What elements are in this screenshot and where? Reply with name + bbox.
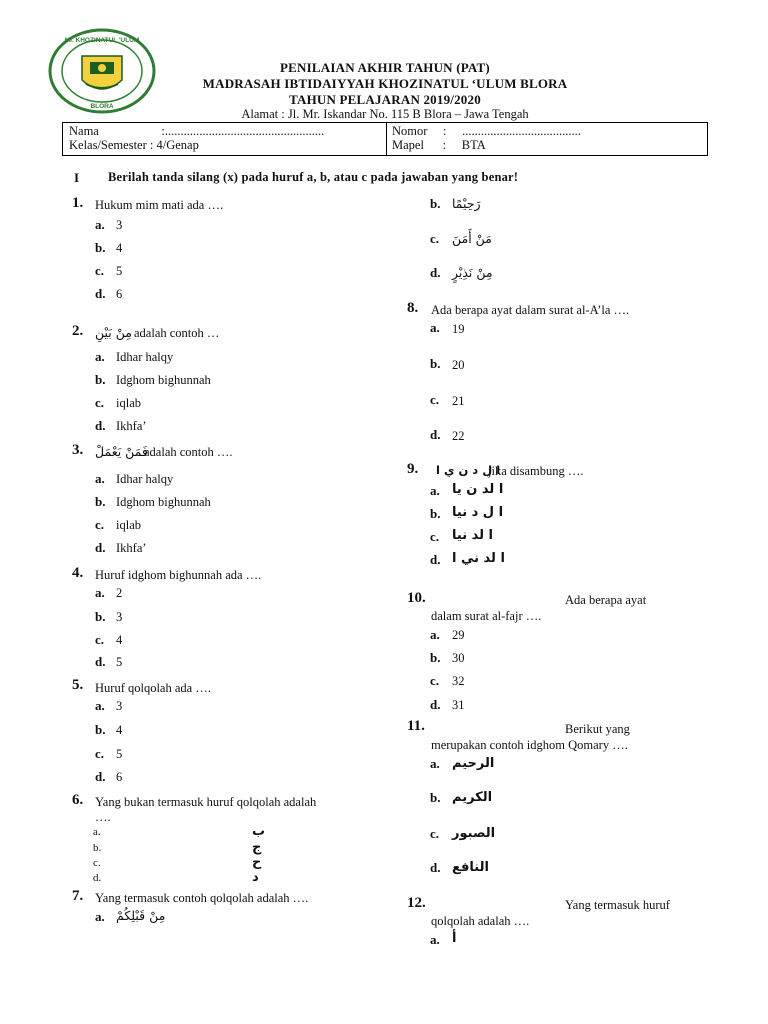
question-text: Huruf qolqolah ada …. [95,681,211,695]
option-text[interactable]: iqlab [116,396,141,410]
option-letter: b. [430,196,441,211]
option-arabic[interactable]: مِنْ قَبْلِكُمْ [116,908,166,923]
option-letter: c. [95,517,105,532]
option-text[interactable]: 19 [452,322,465,336]
option-letter: c. [430,826,440,841]
option-text[interactable]: Idhar halqy [116,472,174,486]
option-letter: d. [430,265,441,280]
option-letter: b. [95,609,106,624]
option-text[interactable]: 4 [116,723,123,737]
option-letter: a. [95,909,105,924]
option-letter: d. [430,860,441,875]
question-text-cont: merupakan contoh idghom Qomary …. [431,738,628,752]
option-letter: b. [430,650,441,665]
option-text[interactable]: 3 [116,218,123,232]
header-address: Alamat : Jl. Mr. Iskandar No. 115 B Blora – Jawa Tengah [241,107,529,121]
option-text[interactable]: 3 [116,610,123,624]
option-letter: d. [93,872,102,884]
option-letter: a. [95,217,105,232]
option-text[interactable]: 5 [116,655,123,669]
option-arabic[interactable]: ح [252,855,262,870]
option-letter: b. [430,790,441,805]
option-text[interactable]: 29 [452,628,465,642]
option-letter: b. [95,240,106,255]
question-text: adalah contoh … [134,326,220,340]
kelas-field: Kelas/Semester : 4/Genap [69,138,199,152]
option-arabic[interactable]: ب [252,824,266,839]
question-text: Hukum mim mati ada …. [95,198,224,212]
option-letter: a. [430,756,440,771]
option-letter: c. [95,395,105,410]
option-text[interactable]: 4 [116,633,123,647]
option-arabic[interactable]: الرحيم [452,756,495,771]
option-letter: b. [95,494,106,509]
option-letter: d. [95,418,106,433]
option-arabic[interactable]: الصبور [452,826,496,841]
question-number: 9. [407,461,419,477]
option-text[interactable]: Ikhfa’ [116,419,147,433]
mapel-field: Mapel : BTA [392,138,486,152]
nama-field: Nama :................................................... [69,124,325,138]
option-arabic[interactable]: ا لد نيا [452,528,493,543]
question-text: Berikut yang [565,722,630,736]
question-number: 8. [407,300,419,316]
option-arabic[interactable]: ا لد ني ا [452,551,505,566]
option-letter: c. [430,392,440,407]
option-letter: a. [95,471,105,486]
question-arabic: ا ل د ن ي ا [436,463,501,477]
logo-top-text: MI. KHOZINATUL 'ULUM [64,37,140,44]
school-logo [48,28,156,114]
option-letter: a. [95,585,105,600]
question-number: 11. [407,718,425,734]
question-number: 10. [407,590,426,606]
option-arabic[interactable]: ا لد ن يا [452,482,504,497]
option-arabic[interactable]: ا ل د نيا [452,505,504,520]
option-text[interactable]: 6 [116,287,123,301]
question-number: 7. [72,888,84,904]
section-number: I [74,170,80,185]
option-letter: a. [93,826,101,838]
option-text[interactable]: iqlab [116,518,141,532]
option-text[interactable]: Ikhfa’ [116,541,147,555]
question-number: 6. [72,792,84,808]
option-arabic[interactable]: الكريم [452,790,493,805]
question-text: jika disambung …. [488,464,584,478]
option-letter: b. [430,506,441,521]
question-number: 5. [72,677,84,693]
option-letter: a. [430,320,440,335]
option-text[interactable]: 32 [452,674,465,688]
option-letter: d. [95,540,106,555]
header-year: TAHUN PELAJARAN 2019/2020 [289,92,481,107]
question-number: 3. [72,442,84,458]
option-text[interactable]: Idghom bighunnah [116,495,211,509]
question-text-cont: …. [95,810,111,824]
option-text[interactable]: 30 [452,651,465,665]
question-text: Yang bukan termasuk huruf qolqolah adalah [95,795,317,809]
option-arabic[interactable]: مِنْ نَذِيْرٍ [452,265,493,280]
question-text: adalah contoh …. [144,445,233,459]
option-letter: c. [93,857,101,869]
question-number: 12. [407,895,426,911]
question-arabic: فَمَنْ يَعْمَلْ [95,444,148,459]
question-number: 4. [72,565,84,581]
header-school: MADRASAH IBTIDAIYYAH KHOZINATUL ‘ULUM BLORA [202,76,568,91]
option-letter: a. [430,483,440,498]
option-text[interactable]: 4 [116,241,123,255]
question-text-cont: qolqolah adalah …. [431,914,530,928]
option-arabic[interactable]: النافع [452,860,489,875]
option-arabic[interactable]: رَحِيْمًا [452,196,481,211]
question-text: Yang termasuk contoh qolqolah adalah …. [95,891,309,905]
option-text[interactable]: Idhar halqy [116,350,174,364]
option-arabic[interactable]: أ [452,931,457,946]
option-letter: b. [95,722,106,737]
header-title: PENILAIAN AKHIR TAHUN (PAT) [280,60,490,75]
option-letter: b. [430,356,441,371]
logo-bottom-text: BLORA [90,103,114,110]
option-text[interactable]: 2 [116,586,123,600]
option-letter: c. [430,231,440,246]
question-number: 2. [72,323,84,339]
option-letter: d. [430,427,441,442]
option-letter: a. [430,627,440,642]
option-text[interactable]: 5 [116,747,123,761]
question-text: Yang termasuk huruf [565,898,670,912]
option-letter: d. [95,654,106,669]
option-text[interactable]: 20 [452,358,465,372]
option-letter: d. [95,286,106,301]
option-text[interactable]: 22 [452,429,465,443]
nomor-field: Nomor : ...................................... [392,124,581,138]
option-letter: c. [95,746,105,761]
option-letter: c. [95,263,105,278]
option-text[interactable]: 5 [116,264,123,278]
option-letter: c. [430,673,440,688]
question-text: Ada berapa ayat [565,593,647,607]
option-letter: b. [95,372,106,387]
section-instruction: Berilah tanda silang (x) pada huruf a, b, atau c pada jawaban yang benar! [108,170,519,184]
question-text: Huruf idghom bighunnah ada …. [95,568,262,582]
option-text[interactable]: 21 [452,394,465,408]
option-text[interactable]: 6 [116,770,123,784]
option-arabic[interactable]: د [252,870,259,885]
question-text: Ada berapa ayat dalam surat al-A’la …. [431,303,630,317]
option-letter: d. [430,552,441,567]
option-letter: d. [430,697,441,712]
question-number: 1. [72,195,84,211]
question-text-cont: dalam surat al-fajr …. [431,609,542,623]
option-text[interactable]: Idghom bighunnah [116,373,211,387]
option-letter: d. [95,769,106,784]
option-letter: c. [95,632,105,647]
student-id-table [62,122,708,156]
option-letter: c. [430,529,440,544]
option-arabic[interactable]: مَنْ أَمَنَ [452,231,492,246]
option-letter: a. [95,349,105,364]
option-arabic[interactable]: ج [252,840,262,855]
question-arabic: مِنْ بَيْنِ [95,325,132,340]
option-text[interactable]: 3 [116,699,123,713]
option-letter: a. [95,698,105,713]
option-letter: b. [93,842,102,854]
option-letter: a. [430,932,440,947]
option-text[interactable]: 31 [452,698,465,712]
